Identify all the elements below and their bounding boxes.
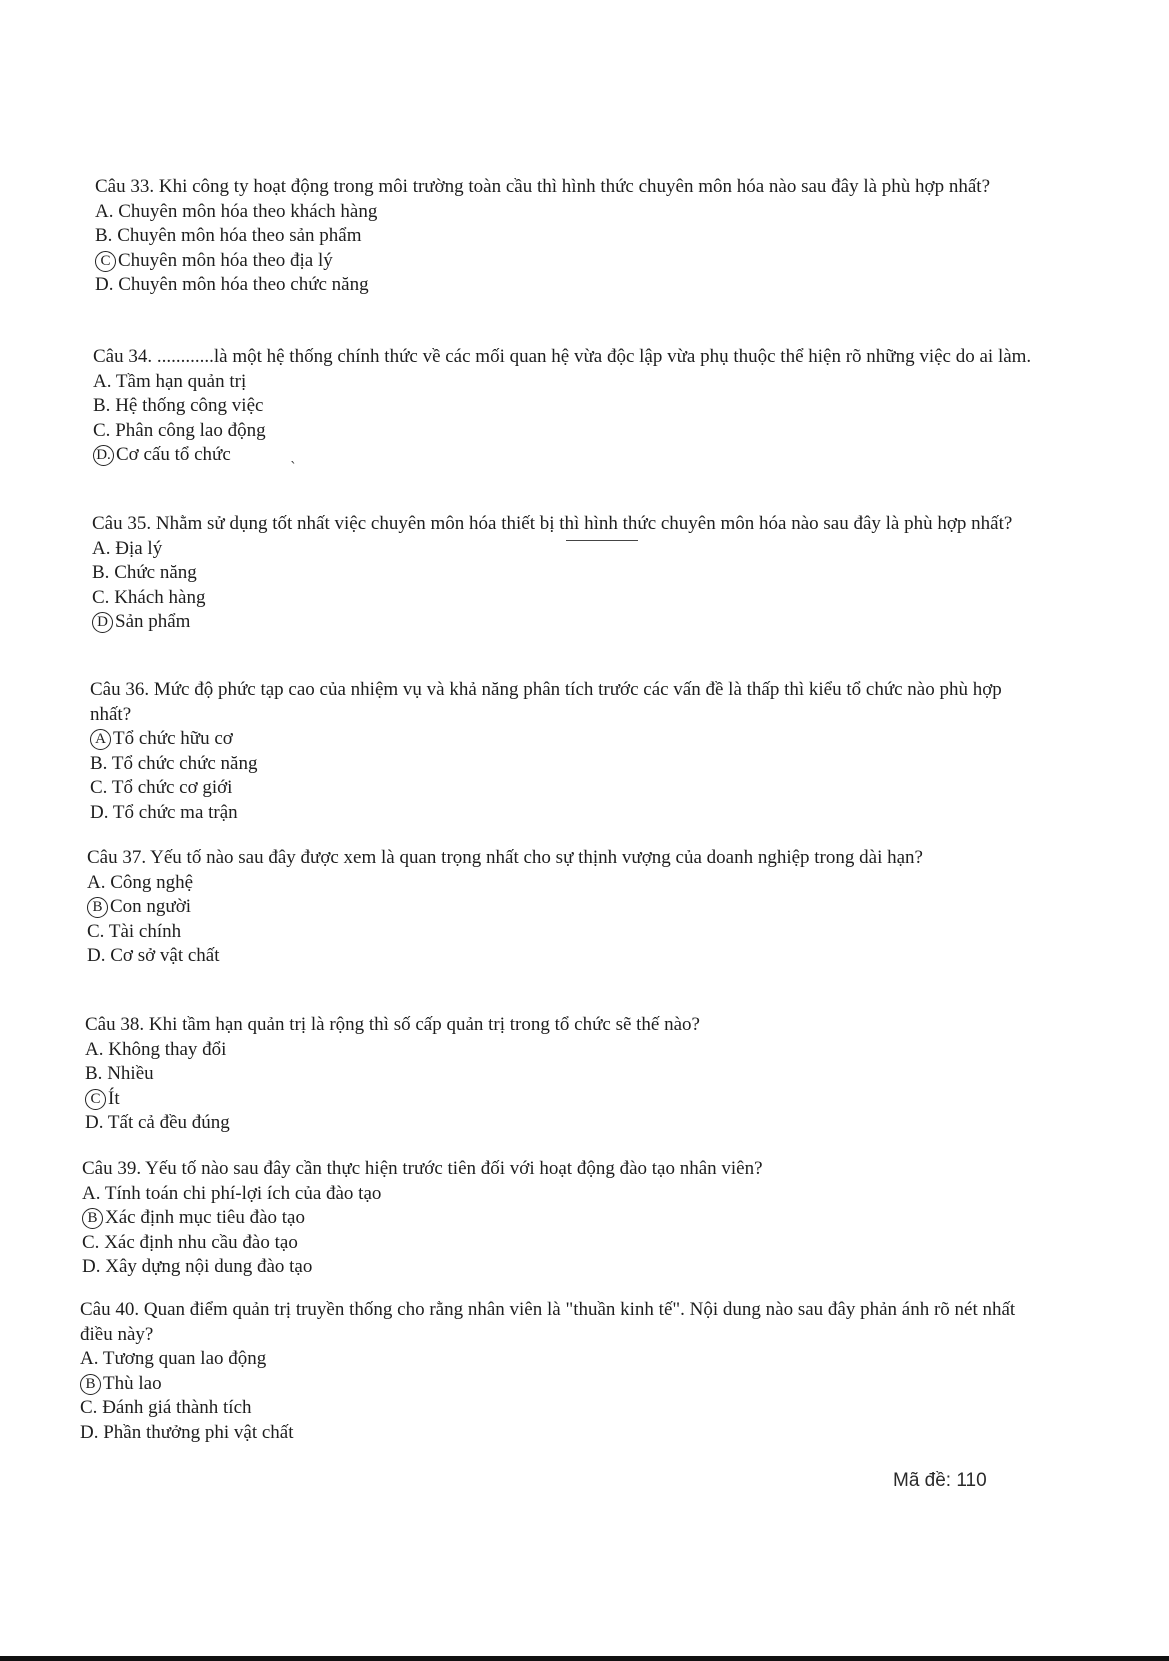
option-letter: C. [93,419,111,441]
option-text: Địa lý [115,537,163,559]
option-text: Nhiều [107,1063,154,1084]
question-number: Câu 37. [87,847,147,868]
selected-answer-circle: D. [93,445,114,466]
option-letter: D. [80,1421,99,1443]
option-b[interactable] [92,561,1032,586]
option-d-selected[interactable] [92,610,1032,635]
option-d[interactable] [82,1255,1022,1280]
option-text: Tầm hạn quản trị [115,370,247,392]
question-stem [90,678,1030,727]
option-letter: A. [82,1182,101,1204]
option-letter: A. [87,871,106,893]
option-letter: B. [90,752,108,774]
option-b[interactable] [90,752,1030,777]
option-letter: B. [95,225,113,246]
question-number: Câu 38. [85,1014,145,1035]
handwritten-underline [566,540,638,542]
option-letter: A. [80,1348,99,1369]
option-text: Tương quan lao động [102,1348,267,1369]
option-letter: C. [87,920,105,942]
question-text: Mức độ phức tạp cao của nhiệm vụ và khả năng phân tích trước các vấn đề là thấp thì kiểu tổ chức nào phù hợp nhất? [90,679,1002,725]
question-40 [80,1298,1020,1445]
selected-answer-circle: D [92,612,113,633]
option-a[interactable] [93,370,1033,395]
handwritten-check-mark: ˎ [290,448,297,464]
question-text: Yếu tố nào sau đây được xem là quan trọng nhất cho sự thịnh vượng của doanh nghiệp trong dài hạn? [150,847,923,868]
option-text: Đánh giá thành tích [102,1397,252,1418]
question-text: ............là một hệ thống chính thức về các mối quan hệ vừa độc lập vừa phụ thuộc thể hiện rõ những việc do ai làm. [156,346,1032,367]
question-33 [95,175,1035,298]
option-text: Phân công lao động [115,419,266,441]
answer-options [92,537,1032,635]
option-a[interactable] [95,200,1035,225]
option-text: Hệ thống công việc [115,395,264,416]
option-a[interactable] [82,1182,1022,1207]
question-stem [87,846,1027,871]
scan-edge [0,1656,1169,1661]
option-a[interactable] [87,871,1027,896]
option-c[interactable] [82,1231,1022,1256]
question-36 [90,678,1030,825]
question-stem [82,1157,1022,1182]
option-c[interactable] [92,586,1032,611]
answer-options [82,1182,1022,1280]
option-text: Chuyên môn hóa theo sản phẩm [117,225,362,246]
question-34 [93,345,1033,468]
option-a[interactable] [85,1038,1025,1063]
option-c-selected[interactable] [95,249,1035,274]
selected-answer-circle: B [87,897,108,918]
question-stem [92,512,1032,537]
question-stem [85,1013,1025,1038]
question-number: Câu 35. [92,513,152,534]
option-text: Tính toán chi phí-lợi ích của đào tạo [104,1182,382,1204]
answer-options [80,1347,1020,1445]
option-b[interactable] [85,1062,1025,1087]
option-text: Tất cả đều đúng [107,1112,230,1133]
option-d-selected[interactable] [93,443,1033,468]
question-number: Câu 39. [82,1158,142,1179]
question-text: Nhằm sử dụng tốt nhất việc chuyên môn hóa thiết bị thì hình thức chuyên môn hóa nào sau đây là phù hợp nhất? [155,513,1013,534]
question-number: Câu 34. [93,346,153,367]
option-letter: C. [80,1397,98,1418]
option-letter: B. [93,395,111,416]
question-39 [82,1157,1022,1280]
option-d[interactable] [80,1421,1020,1446]
answer-options [90,727,1030,825]
option-letter: A. [92,537,111,559]
option-letter: A. [85,1038,104,1060]
option-text: Xác định mục tiêu đào tạo [105,1207,305,1228]
selected-answer-circle: A [90,729,111,750]
option-text: Khách hàng [114,586,206,608]
selected-answer-circle: C [95,251,116,272]
question-number: Câu 33. [95,176,155,197]
option-text: Tổ chức ma trận [112,801,238,823]
option-d[interactable] [87,944,1027,969]
answer-options [95,200,1035,298]
option-letter: D. [85,1112,104,1133]
option-letter: A. [93,370,112,392]
option-text: Xây dựng nội dung đào tạo [105,1256,313,1277]
option-text: Chuyên môn hóa theo chức năng [118,274,369,295]
exam-code: Mã đề: 110 [893,1470,987,1491]
option-text: Con người [110,896,192,917]
answer-options [85,1038,1025,1136]
option-b-selected[interactable] [87,895,1027,920]
answer-options [87,871,1027,969]
option-c[interactable] [93,419,1033,444]
option-letter: D. [90,801,109,823]
question-number: Câu 36. [90,679,150,700]
option-c[interactable] [80,1396,1020,1421]
option-b[interactable] [93,394,1033,419]
option-a[interactable] [92,537,1032,562]
option-b-selected[interactable] [80,1372,1020,1397]
question-text: Quan điểm quản trị truyền thống cho rằng nhân viên là "thuần kinh tế". Nội dung nào sau đây phản ánh rõ nét nhất điều này? [80,1299,1016,1345]
option-text: Sản phẩm [115,611,191,632]
option-b[interactable] [95,224,1035,249]
option-letter: A. [95,200,114,222]
option-letter: B. [85,1063,103,1084]
question-35 [92,512,1032,635]
option-d[interactable] [90,801,1030,826]
option-text: Cơ cấu tổ chức [116,444,231,465]
option-text: Ít [108,1087,120,1109]
option-text: Tổ chức hữu cơ [113,728,233,749]
option-text: Phần thưởng phi vật chất [103,1421,294,1443]
option-text: Chuyên môn hóa theo địa lý [118,249,333,271]
option-text: Cơ sở vật chất [110,945,220,966]
option-letter: D. [87,945,106,966]
option-c[interactable] [90,776,1030,801]
option-b-selected[interactable] [82,1206,1022,1231]
question-text: Yếu tố nào sau đây cần thực hiện trước tiên đối với hoạt động đào tạo nhân viên? [145,1158,763,1179]
option-text: Chức năng [114,562,197,583]
selected-answer-circle: B [82,1208,103,1229]
question-text: Khi tầm hạn quản trị là rộng thì số cấp quản trị trong tổ chức sẽ thế nào? [148,1014,700,1035]
selected-answer-circle: C [85,1089,106,1110]
option-letter: C. [90,777,108,798]
option-text: Thù lao [103,1372,162,1394]
option-letter: C. [92,586,110,608]
option-text: Tài chính [108,920,182,942]
option-text: Chuyên môn hóa theo khách hàng [118,200,378,222]
option-d[interactable] [95,273,1035,298]
question-stem [95,175,1035,200]
question-37 [87,846,1027,969]
question-number: Câu 40. [80,1299,140,1320]
option-d[interactable] [85,1111,1025,1136]
option-c[interactable] [87,920,1027,945]
option-letter: B. [92,562,110,583]
option-text: Công nghệ [110,871,194,893]
option-text: Xác định nhu cầu đào tạo [104,1231,298,1253]
question-stem [93,345,1033,370]
option-text: Tổ chức chức năng [111,752,258,774]
option-letter: D. [82,1256,101,1277]
option-letter: D. [95,274,114,295]
answer-options [93,370,1033,468]
question-stem [80,1298,1020,1347]
option-a[interactable] [80,1347,1020,1372]
option-text: Tổ chức cơ giới [111,777,233,798]
option-text: Không thay đổi [108,1038,227,1060]
option-a-selected[interactable] [90,727,1030,752]
question-38 [85,1013,1025,1136]
selected-answer-circle: B [80,1374,101,1395]
option-letter: C. [82,1231,100,1253]
option-c-selected[interactable] [85,1087,1025,1112]
question-text: Khi công ty hoạt động trong môi trường toàn cầu thì hình thức chuyên môn hóa nào sau đây là phù hợp nhất? [158,176,990,197]
